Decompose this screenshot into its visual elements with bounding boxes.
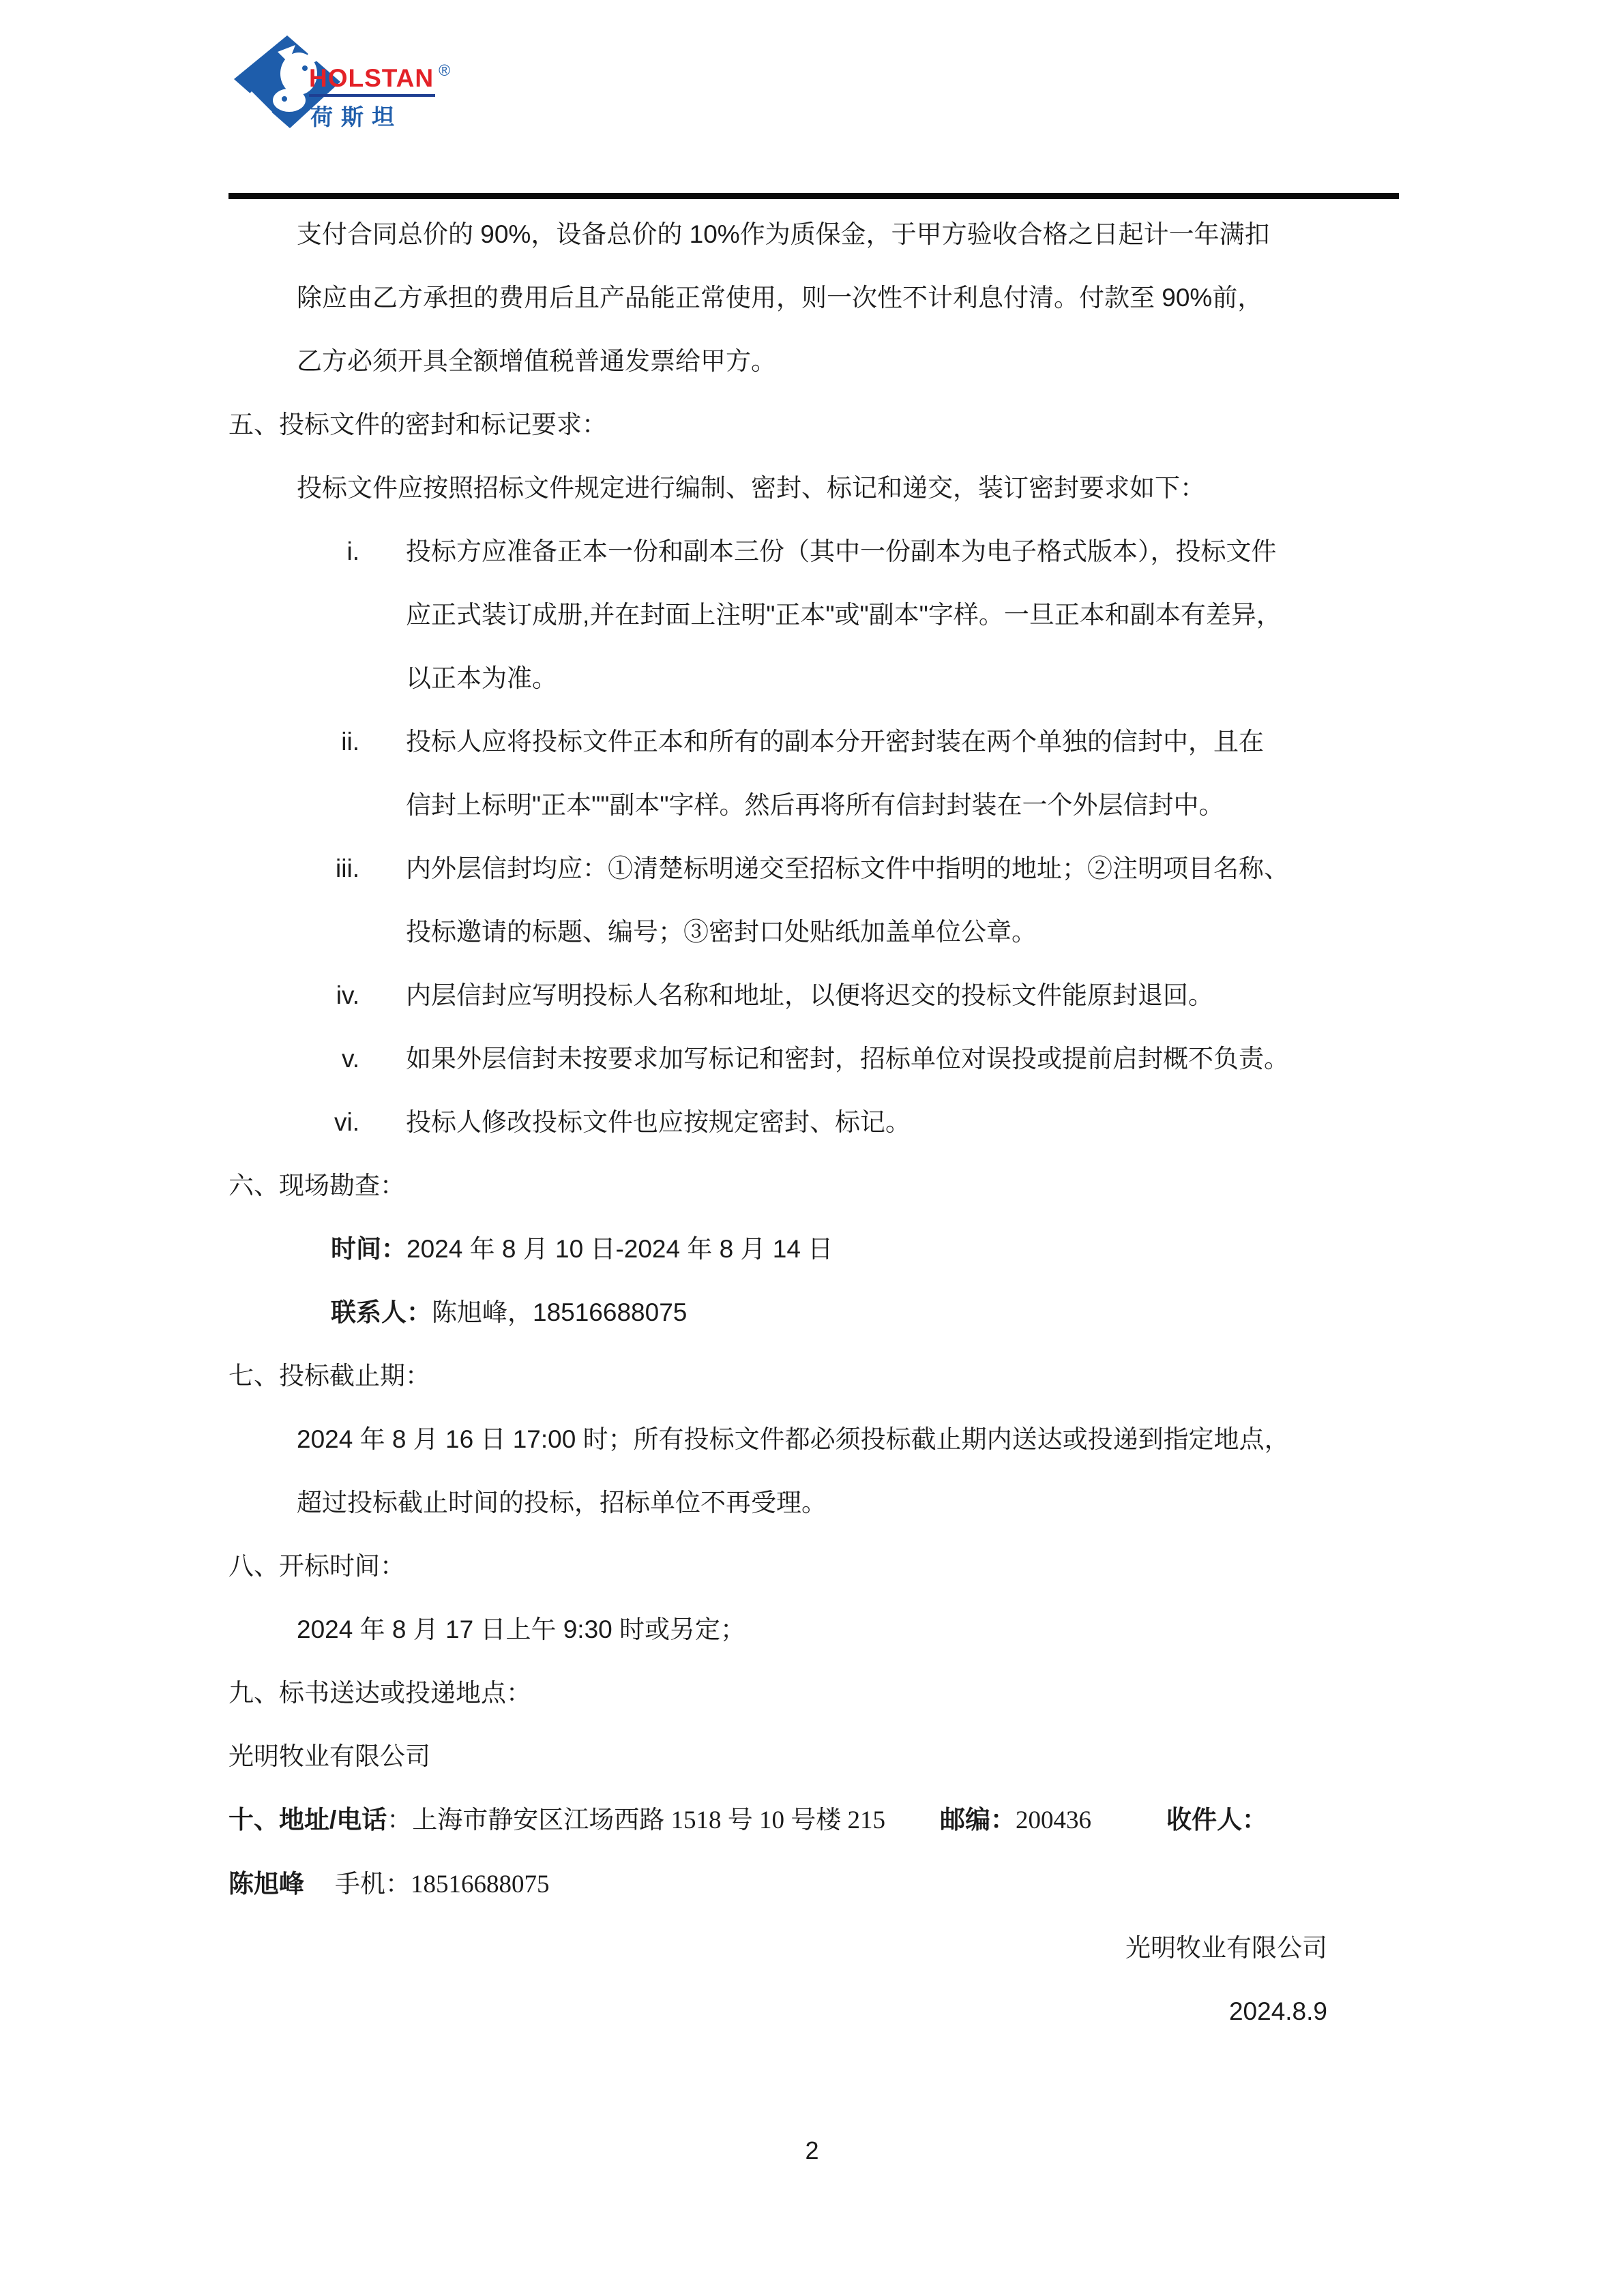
site-visit-time-line (331, 1217, 1399, 1281)
section-5-intro: 投标文件应按照招标文件规定进行编制、密封、标记和递交，装订密封要求如下： (297, 474, 1205, 502)
list-item (329, 837, 1399, 964)
contact-label: 联系人： (331, 1298, 432, 1326)
contact-value: 陈旭峰，18516688075 (432, 1298, 688, 1326)
document-body (228, 203, 1399, 2043)
mobile-label: 手机： (335, 1870, 411, 1898)
list-item-line: 投标人应将投标文件正本和所有的副本分开密封装在两个单独的信封中，且在 (406, 728, 1264, 756)
list-item-text (406, 520, 1282, 710)
deadline-paragraph-line: 2024 年 8 月 16 日 17:00 时；所有投标文件都必须投标截止期内送达或投递到指定地点， (297, 1425, 1290, 1453)
list-item-text (406, 964, 1213, 1027)
payment-paragraph-line: 支付合同总价的 90%，设备总价的 10%作为质保金，于甲方验收合格之日起计一年满扣 (297, 220, 1270, 248)
list-item-text (406, 710, 1264, 837)
list-item-number: v. (341, 1045, 359, 1073)
payment-paragraph-line: 乙方必须开具全额增值税普通发票给甲方。 (297, 347, 776, 375)
page-content (228, 0, 1399, 2043)
list-item-line: 投标方应准备正本一份和副本三份（其中一份副本为电子格式版本），投标文件 (406, 537, 1277, 565)
registered-mark-icon: ® (439, 61, 451, 79)
time-label: 时间： (331, 1235, 407, 1263)
list-item (329, 710, 1399, 837)
list-item (329, 520, 1399, 710)
list-item-line: 投标人修改投标文件也应按规定密封、标记。 (406, 1108, 911, 1136)
list-item-line: 投标邀请的标题、编号；③密封口处贴纸加盖单位公章。 (406, 918, 1037, 946)
header-rule (228, 193, 1399, 199)
list-item-line: 内外层信封均应：①清楚标明递交至招标文件中指明的地址；②注明项目名称、 (406, 854, 1289, 882)
logo-brand-chinese: 荷斯坦 (310, 104, 402, 130)
signature-date: 2024.8.9 (1228, 1997, 1327, 2025)
list-item-text (406, 1090, 911, 1154)
address-value: 上海市静安区江场西路 1518 号 10 号楼 215 (412, 1806, 886, 1834)
list-item (329, 964, 1399, 1027)
holstan-logo (233, 34, 458, 130)
section-8-heading: 八、开标时间： (228, 1552, 405, 1580)
list-item-number: iii. (336, 854, 359, 882)
list-item-number: ii. (341, 728, 359, 756)
recipient-name: 陈旭峰 (228, 1870, 304, 1898)
opening-time-line: 2024 年 8 月 17 日上午 9:30 时或另定； (297, 1615, 746, 1643)
list-item-line: 内层信封应写明投标人名称和地址，以便将迟交的投标文件能原封退回。 (406, 981, 1213, 1009)
section-10-colon: ： (387, 1806, 413, 1834)
list-item-number: vi. (334, 1108, 359, 1136)
list-item (329, 1027, 1399, 1090)
site-visit-contact-line (331, 1281, 1399, 1344)
list-item-line: 如果外层信封未按要求加写标记和密封，招标单位对误投或提前启封概不负责。 (406, 1045, 1289, 1073)
logo-brand-text: HOLSTAN (309, 64, 435, 97)
time-value: 2024 年 8 月 10 日-2024 年 8 月 14 日 (407, 1235, 833, 1263)
list-item-line: 应正式装订成册,并在封面上注明"正本"或"副本"字样。一旦正本和副本有差异， (406, 601, 1282, 629)
section-9-heading: 九、标书送达或投递地点： (228, 1679, 531, 1707)
list-item-text (406, 837, 1289, 964)
page-number: 2 (805, 2136, 819, 2164)
mobile-value: 18516688075 (411, 1870, 550, 1898)
section-5-heading: 五、投标文件的密封和标记要求： (228, 411, 607, 438)
section-7-heading: 七、投标截止期： (228, 1362, 430, 1390)
list-item-number: iv. (336, 981, 359, 1009)
payment-paragraph-line: 除应由乙方承担的费用后且产品能正常使用，则一次性不计利息付清。付款至 90%前， (297, 284, 1263, 312)
address-phone-line (228, 1788, 1399, 1852)
list-item (329, 1090, 1399, 1154)
recipient-label: 收件人： (1166, 1806, 1268, 1834)
signature-company: 光明牧业有限公司 (1125, 1934, 1327, 1962)
section-6-heading: 六、现场勘查： (228, 1172, 405, 1199)
list-item-number: i. (346, 537, 359, 565)
postcode-value: 200436 (1016, 1806, 1092, 1834)
delivery-company: 光明牧业有限公司 (228, 1742, 430, 1770)
logo-brand-row (309, 61, 451, 93)
list-item-line: 以正本为准。 (406, 664, 557, 692)
list-item-text (406, 1027, 1289, 1090)
deadline-paragraph-line: 超过投标截止时间的投标，招标单位不再受理。 (297, 1489, 827, 1517)
list-item-line: 信封上标明"正本""副本"字样。然后再将所有信封封装在一个外层信封中。 (406, 791, 1224, 819)
section-10-heading: 十、地址/电话 (228, 1806, 387, 1834)
postcode-label: 邮编： (940, 1806, 1016, 1834)
recipient-line (228, 1852, 1399, 1916)
